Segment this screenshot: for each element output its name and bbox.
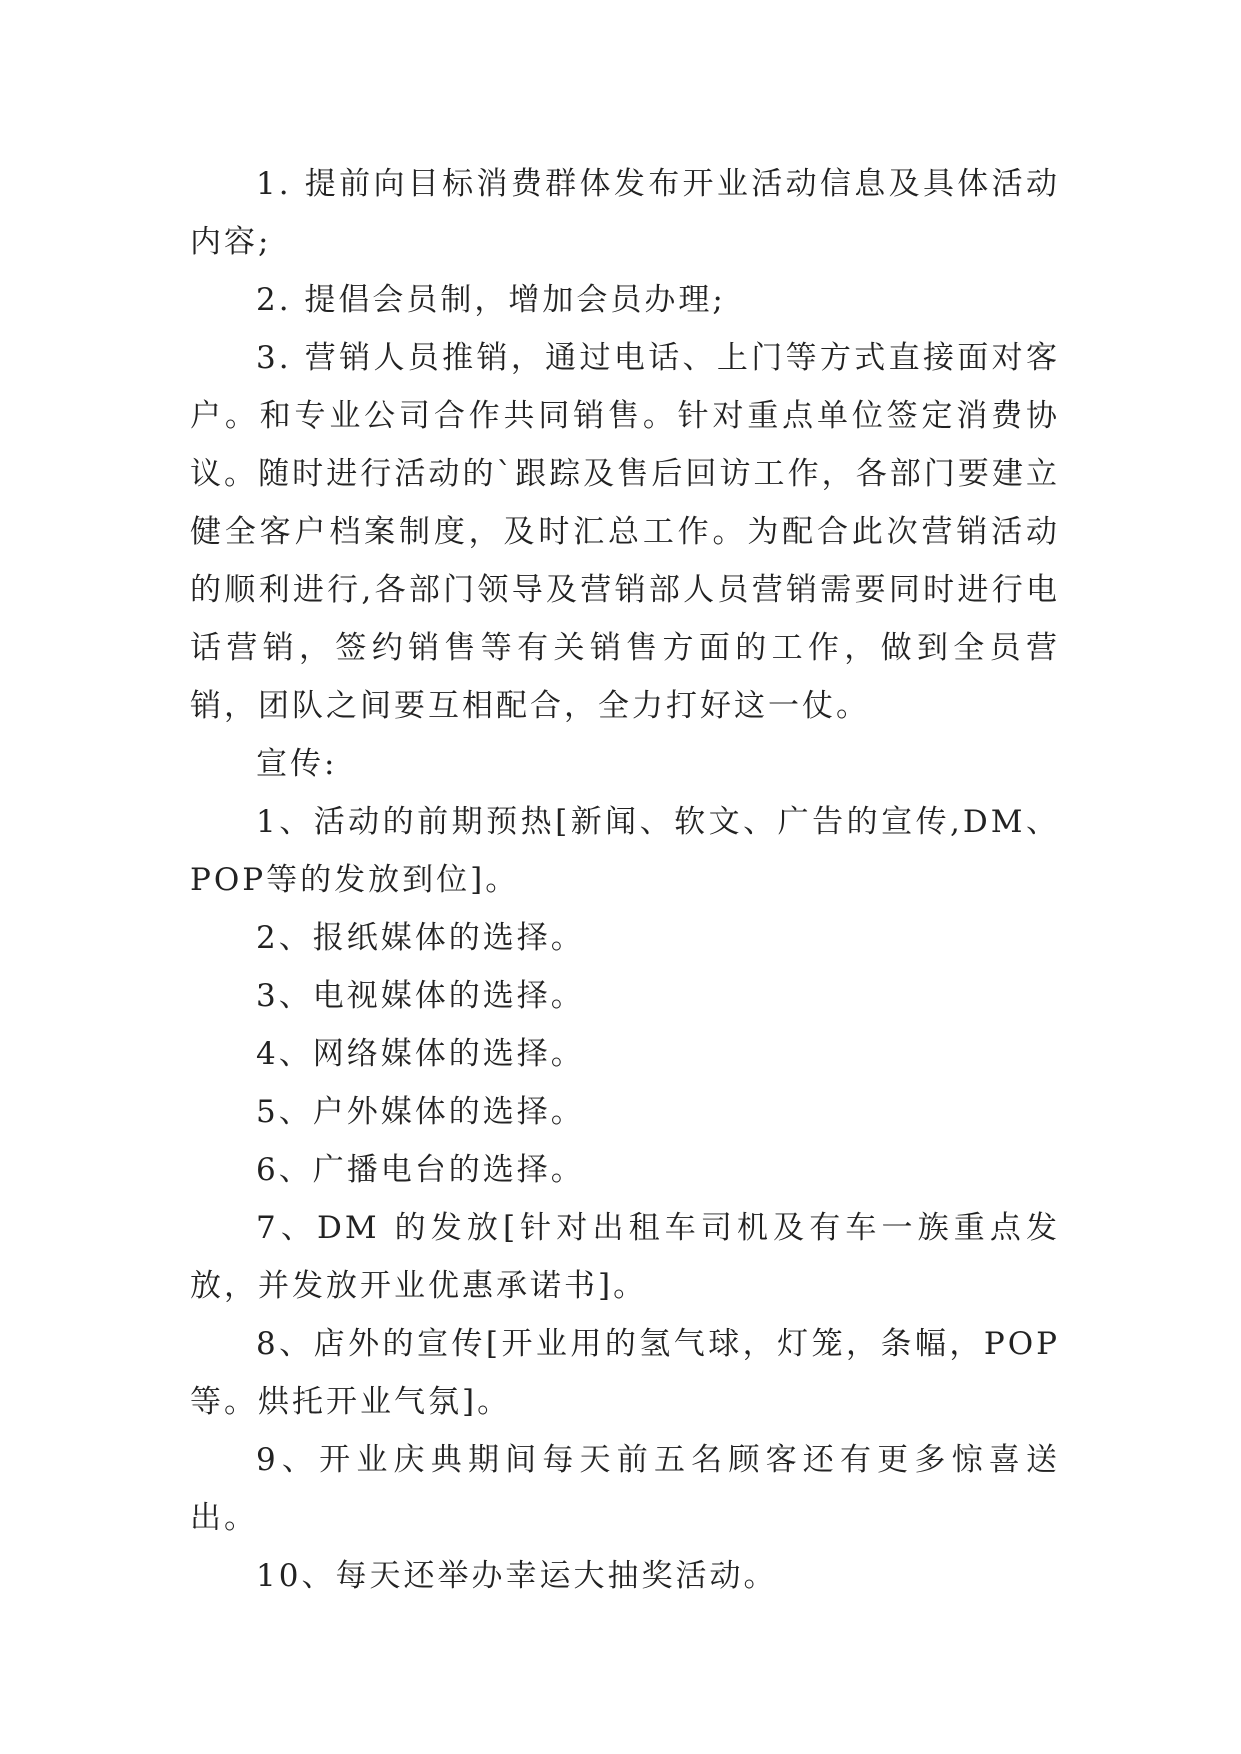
publicity-item-8: 8、店外的宣传[开业用的氢气球，灯笼，条幅，POP 等。烘托开业气氛]。 [190,1326,1060,1420]
paragraph-item-2: 2. 提倡会员制，增加会员办理; [256,282,726,318]
publicity-item-2: 2、报纸媒体的选择。 [256,920,585,956]
publicity-item-5: 5、户外媒体的选择。 [256,1094,585,1130]
publicity-item-7: 7、DM 的发放[针对出租车司机及有车一族重点发放，并发放开业优惠承诺书]。 [190,1210,1060,1304]
publicity-item-4: 4、网络媒体的选择。 [256,1036,585,1072]
section-heading-publicity: 宣传: [256,746,338,782]
paragraph-item-3: 3. 营销人员推销，通过电话、上门等方式直接面对客户。和专业公司合作共同销售。针对重点单位签定消费协议。随时进行活动的`跟踪及售后回访工作，各部门要建立健全客户档案制度，及时汇总工作。为配合此次营销活动的顺利进行,各部门领导及营销部人员营销需要同时进行电话营销，签约销售等有关销售方面的工作，做到全员营销，团队之间要互相配合，全力打好这一仗。 [190,340,1060,724]
publicity-item-9: 9、开业庆典期间每天前五名顾客还有更多惊喜送出。 [190,1442,1060,1536]
publicity-item-3: 3、电视媒体的选择。 [256,978,585,1014]
publicity-item-6: 6、广播电台的选择。 [256,1152,585,1188]
document-body [190,155,1060,1605]
publicity-item-10: 10、每天还举办幸运大抽奖活动。 [256,1558,778,1594]
paragraph-item-1: 1. 提前向目标消费群体发布开业活动信息及具体活动内容; [190,166,1060,260]
publicity-item-1: 1、活动的前期预热[新闻、软文、广告的宣传,DM、POP等的发放到位]。 [190,804,1060,898]
